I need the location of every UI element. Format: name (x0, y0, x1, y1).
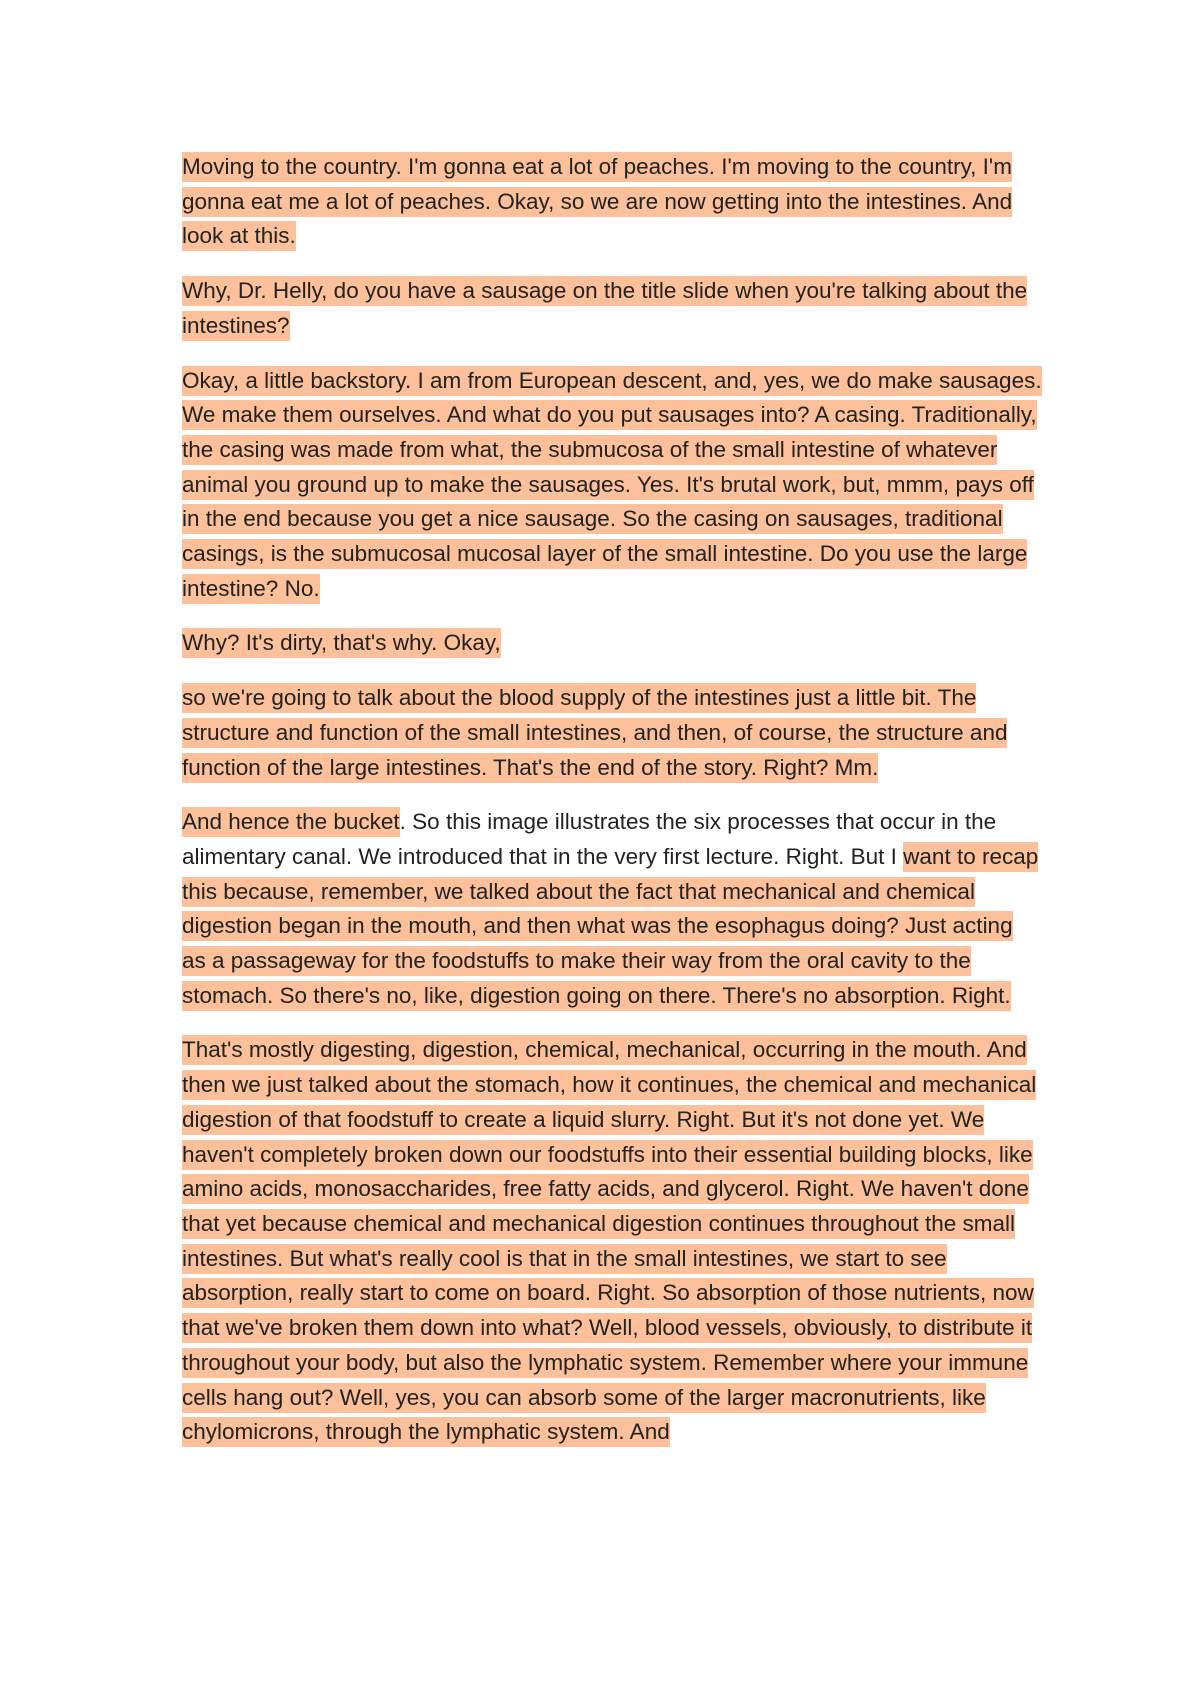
transcript-paragraph (182, 1033, 1042, 1449)
transcript-paragraph (182, 274, 1042, 343)
transcript-body (182, 150, 1042, 1470)
transcript-paragraph (182, 681, 1042, 785)
highlighted-text: Why, Dr. Helly, do you have a sausage on the title slide when you're talking about the intestines? (182, 276, 1027, 341)
highlighted-text: That's mostly digesting, digestion, chemical, mechanical, occurring in the mouth. And then we just talked about the stomach, how it continues, the chemical and mechanical digestion of that foodstuff to create a liquid slurry. Right. But it's not done yet. We haven't completely broken down our foodstuffs into their essential building blocks, like amino acids, monosaccharides, free fatty acids, and glycerol. Right. We haven't done that yet because chemical and mechanical digestion continues throughout the small intestines. But what's really cool is that in the small intestines, we start to see absorption, really start to come on board. Right. So absorption of those nutrients, now that we've broken them down into what? Well, blood vessels, obviously, to distribute it throughout your body, but also the lymphatic system. Remember where your immune cells hang out? Well, yes, you can absorb some of the larger macronutrients, like chylomicrons, through the lymphatic system. And (182, 1035, 1036, 1447)
highlighted-text: Moving to the country. I'm gonna eat a lot of peaches. I'm moving to the country, I'm gonna eat me a lot of peaches. Okay, so we are now getting into the intestines. And look at this. (182, 152, 1012, 251)
transcript-paragraph (182, 364, 1042, 607)
highlighted-text: so we're going to talk about the blood supply of the intestines just a little bit. The structure and function of the small intestines, and then, of course, the structure and function of the large intestines. That's the end of the story. Right? Mm. (182, 683, 1007, 782)
plain-text: . So this image illustrates the six processes that occur in the alimentary canal. We introduced that in the very first lecture. Right. But I (182, 809, 997, 869)
highlighted-text: Why? It's dirty, that's why. Okay, (182, 628, 501, 658)
highlighted-text: Okay, a little backstory. I am from European descent, and, yes, we do make sausages. We make them ourselves. And what do you put sausages into? A casing. Traditionally, the casing was made from what, the submucosa of the small intestine of whatever animal you ground up to make the sausages. Yes. It's brutal work, but, mmm, pays off in the end because you get a nice sausage. So the casing on sausages, traditional casings, is the submucosal mucosal layer of the small intestine. Do you use the large intestine? No. (182, 366, 1042, 604)
transcript-paragraph (182, 805, 1042, 1013)
transcript-paragraph (182, 626, 1042, 661)
transcript-paragraph (182, 150, 1042, 254)
highlighted-text: And hence the bucket (182, 807, 400, 837)
highlighted-text: want to recap this because, remember, we talked about the fact that mechanical and chemical digestion began in the mouth, and then what was the esophagus doing? Just acting as a passageway for the foodstuffs to make their way from the oral cavity to the stomach. So there's no, like, digestion going on there. There's no absorption. Right. (182, 842, 1038, 1011)
